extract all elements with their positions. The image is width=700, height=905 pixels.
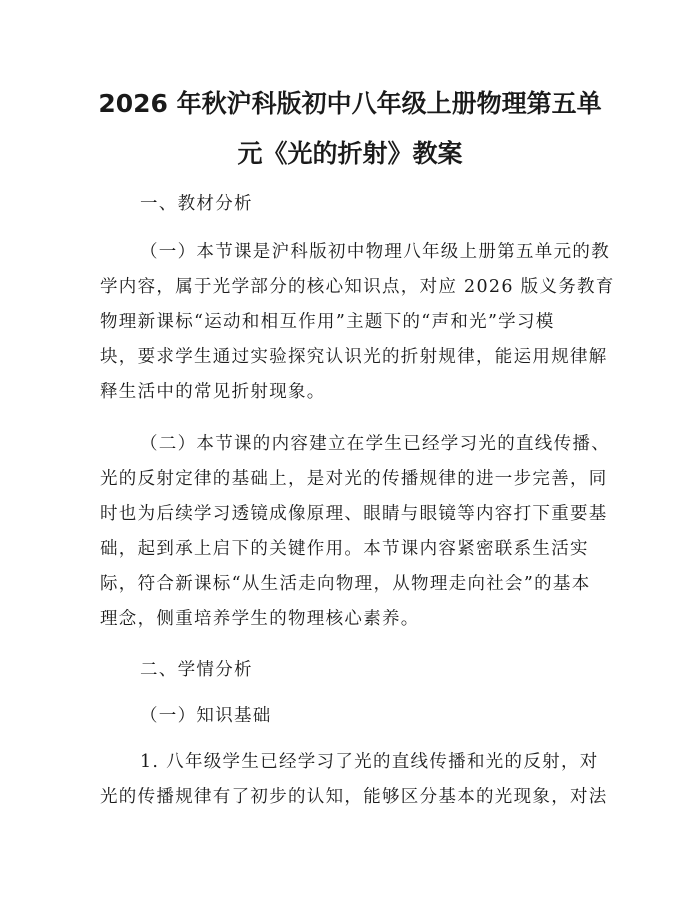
paragraph-line: 光的反射定律的基础上，是对光的传播规律的进一步完善，同 (100, 469, 608, 489)
paragraph-line: 际，符合新课标“从生活走向物理，从物理走向社会”的基本 (100, 574, 591, 594)
paragraph-line: 础，起到承上启下的关键作用。本节课内容紧密联系生活实 (100, 539, 589, 559)
paragraph-line: 学内容，属于光学部分的核心知识点，对应 2026 版义务教育 (100, 277, 615, 297)
document-title (98, 80, 602, 178)
title-line-1: 2026 年秋沪科版初中八年级上册物理第五单 (98, 89, 602, 118)
paragraph-line: 物理新课标“运动和相互作用”主题下的“声和光”学习模 (100, 312, 555, 332)
title-line-2: 元《光的折射》教案 (237, 139, 463, 168)
subheading-knowledge-base: （一）知识基础 (140, 706, 272, 726)
paragraph-line: （二）本节课的内容建立在学生已经学习光的直线传播、 (140, 434, 610, 454)
paragraph-line: 光的传播规律有了初步的认知，能够区分基本的光现象，对法 (100, 787, 608, 807)
paragraph-line: 释生活中的常见折射现象。 (100, 382, 326, 402)
section-heading-student-analysis: 二、学情分析 (140, 660, 253, 680)
section-heading-textbook-analysis: 一、教材分析 (140, 194, 253, 214)
paragraph-line: 时也为后续学习透镜成像原理、眼睛与眼镜等内容打下重要基 (100, 504, 608, 524)
paragraph-line: 理念，侧重培养学生的物理核心素养。 (100, 609, 420, 629)
paragraph-line: 1. 八年级学生已经学习了光的直线传播和光的反射，对 (140, 752, 599, 772)
paragraph-line: 块，要求学生通过实验探究认识光的折射规律，能运用规律解 (100, 347, 608, 367)
paragraph-line: （一）本节课是沪科版初中物理八年级上册第五单元的教 (140, 242, 610, 262)
